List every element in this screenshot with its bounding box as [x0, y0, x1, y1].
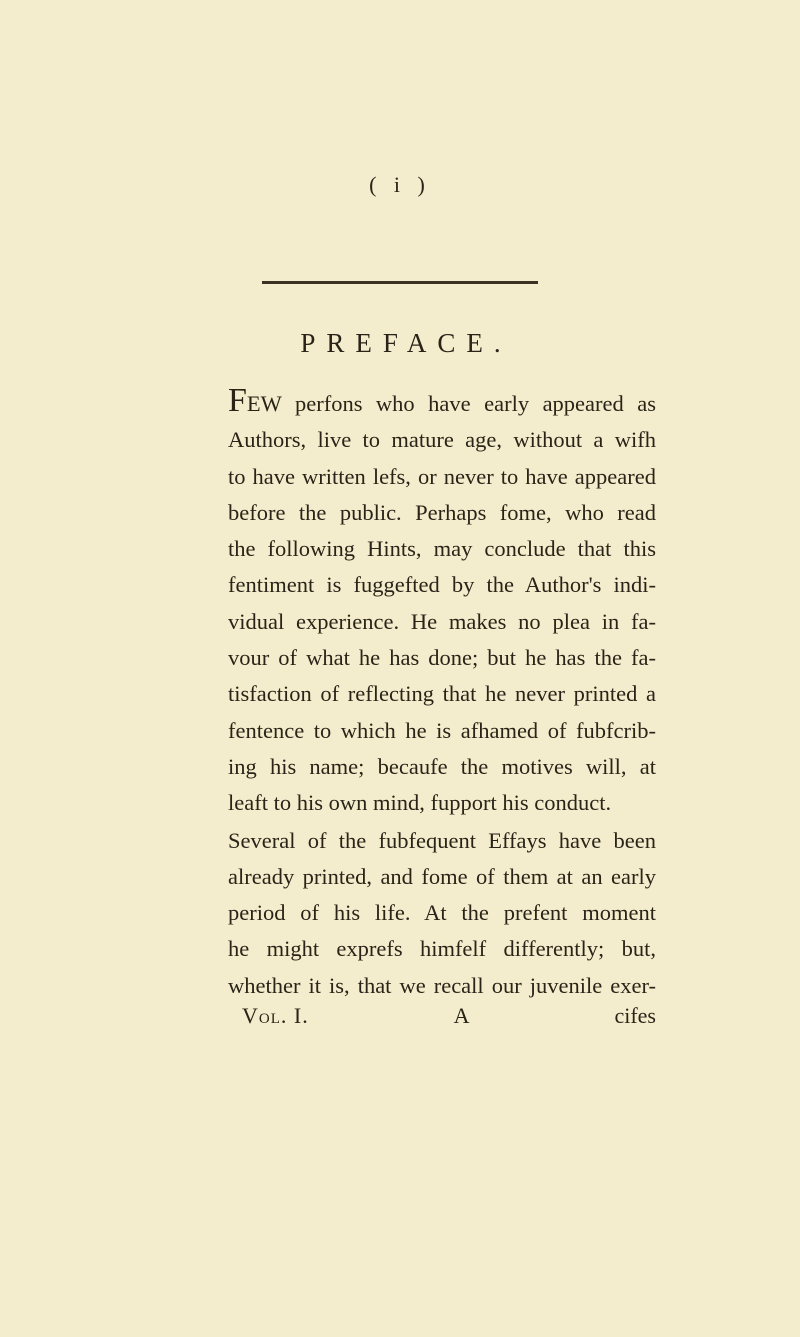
- text-line: period of his life. At the prefent moment: [228, 900, 656, 926]
- text-line: ing his name; becaufe the motives will, at: [228, 753, 656, 779]
- text-line: tisfaction of reflecting that he never printed a: [228, 681, 656, 707]
- text-line: [228, 382, 656, 422]
- paragraph-1: [228, 382, 656, 822]
- text-line: already printed, and fome of them at an early: [228, 863, 656, 889]
- signature-mark: A: [453, 1003, 470, 1028]
- text-line: leaft to his own mind, fupport his conduct.: [228, 790, 612, 816]
- text-line: fentence to which he is afhamed of fubfcrib-: [228, 717, 656, 743]
- text-line: whether it is, that we recall our juvenile exer-: [228, 972, 656, 998]
- catchword: cifes: [614, 1003, 656, 1028]
- text-line: to have written lefs, or never to have appeared: [228, 463, 656, 489]
- text-line: vidual experience. He makes no plea in fa-: [228, 608, 656, 634]
- page-footer: [242, 1003, 656, 1029]
- volume-label: Vol. I.: [242, 1003, 309, 1028]
- text-line: fentiment is fuggefted by the Author's indi-: [228, 572, 656, 598]
- text-line: the following Hints, may conclude that this: [228, 536, 656, 562]
- text-line: before the public. Perhaps fome, who read: [228, 499, 656, 525]
- text-line: Authors, live to mature age, without a wifh: [228, 427, 656, 453]
- page-number: ( i ): [369, 172, 431, 197]
- text-line: vour of what he has done; but he has the fa-: [228, 645, 656, 671]
- paragraph-2: [228, 823, 656, 1004]
- text-line: he might exprefs himfelf differently; but,: [228, 936, 656, 962]
- page-title: PREFACE.: [300, 328, 512, 358]
- preface-body: [228, 382, 656, 1004]
- initial-letter: F: [228, 382, 247, 419]
- text-line: Several of the fubfequent Effays have been: [228, 827, 656, 853]
- text-line-content: EW perfons who have early appeared as: [246, 391, 656, 416]
- ornamental-rule: [262, 281, 538, 284]
